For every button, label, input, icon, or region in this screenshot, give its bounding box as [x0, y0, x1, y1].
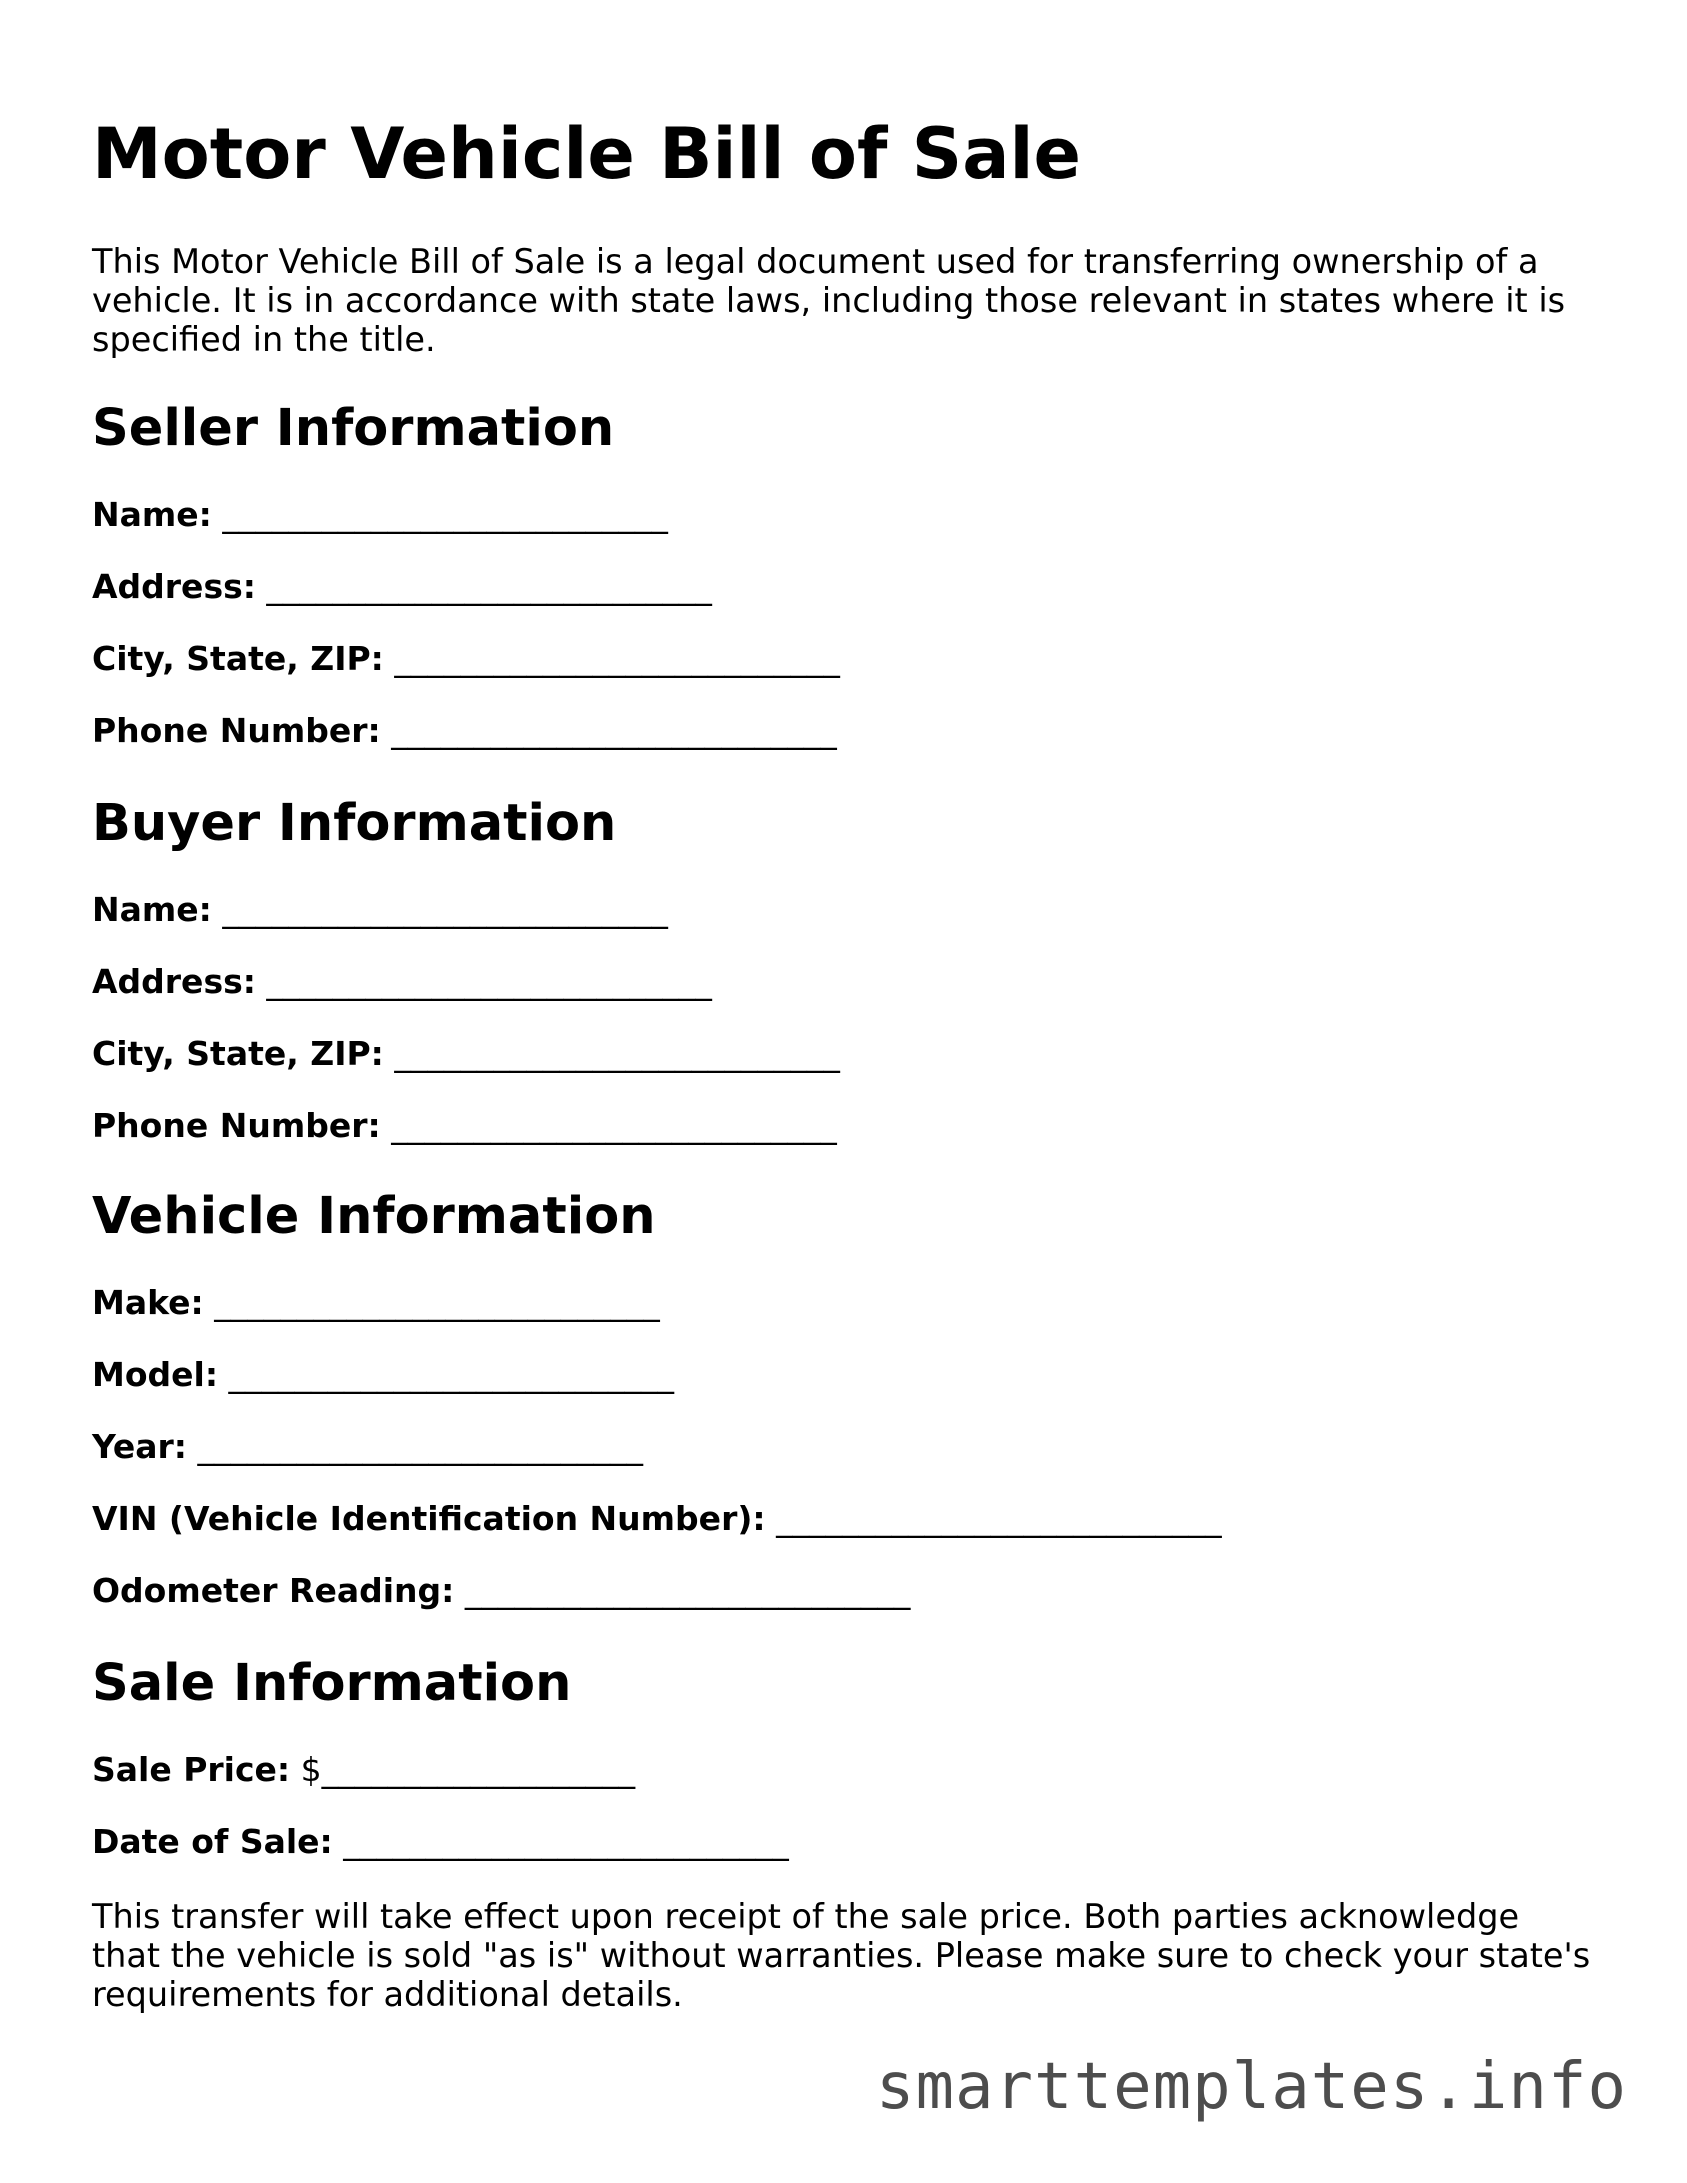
sale-date-blank[interactable]: ___________________________ — [343, 1822, 789, 1861]
watermark: smarttemplates.info — [875, 2050, 1627, 2124]
vehicle-odometer-blank[interactable]: ___________________________ — [464, 1571, 911, 1610]
buyer-address-blank[interactable]: ___________________________ — [266, 962, 712, 1001]
seller-address-blank[interactable]: ___________________________ — [266, 567, 712, 606]
vehicle-heading: Vehicle Information — [92, 1187, 656, 1246]
vehicle-vin-blank[interactable]: ___________________________ — [776, 1499, 1222, 1538]
vehicle-make-field[interactable] — [92, 1283, 660, 1323]
vehicle-year-label: Year: — [92, 1427, 187, 1466]
vehicle-make-label: Make: — [92, 1283, 204, 1322]
seller-name-label: Name: — [92, 495, 212, 534]
sale-price-label: Sale Price: — [92, 1750, 291, 1789]
buyer-address-label: Address: — [92, 962, 256, 1001]
buyer-phone-blank[interactable]: ___________________________ — [391, 1106, 837, 1145]
buyer-name-label: Name: — [92, 890, 212, 929]
seller-city-label: City, State, ZIP: — [92, 639, 384, 678]
seller-city-field[interactable] — [92, 639, 840, 679]
sale-price-field[interactable] — [92, 1750, 635, 1790]
intro-paragraph: This Motor Vehicle Bill of Sale is a legal document used for transferring ownership of a vehicle. It is in accordance with state laws, including those relevant in states where it is specified in the title. — [92, 242, 1566, 359]
vehicle-make-blank[interactable]: ___________________________ — [214, 1283, 660, 1322]
vehicle-model-label: Model: — [92, 1355, 219, 1394]
seller-phone-blank[interactable]: ___________________________ — [391, 711, 837, 750]
seller-name-blank[interactable]: ___________________________ — [222, 495, 668, 534]
sale-date-field[interactable] — [92, 1822, 789, 1862]
seller-phone-field[interactable] — [92, 711, 837, 751]
vehicle-year-blank[interactable]: ___________________________ — [197, 1427, 643, 1466]
buyer-name-blank[interactable]: ___________________________ — [222, 890, 668, 929]
seller-address-label: Address: — [92, 567, 256, 606]
buyer-city-field[interactable] — [92, 1034, 840, 1074]
seller-city-blank[interactable]: ___________________________ — [394, 639, 840, 678]
seller-address-field[interactable] — [92, 567, 712, 607]
vehicle-vin-label: VIN (Vehicle Identification Number): — [92, 1499, 766, 1538]
buyer-phone-label: Phone Number: — [92, 1106, 381, 1145]
seller-heading: Seller Information — [92, 399, 615, 458]
buyer-heading: Buyer Information — [92, 794, 617, 853]
vehicle-vin-field[interactable] — [92, 1499, 1222, 1539]
buyer-city-blank[interactable]: ___________________________ — [394, 1034, 840, 1073]
vehicle-odometer-field[interactable] — [92, 1571, 910, 1611]
buyer-name-field[interactable] — [92, 890, 668, 930]
vehicle-model-field[interactable] — [92, 1355, 674, 1395]
sale-price-blank[interactable]: ___________________ — [321, 1750, 636, 1789]
sale-date-label: Date of Sale: — [92, 1822, 333, 1861]
vehicle-model-blank[interactable]: ___________________________ — [228, 1355, 675, 1394]
buyer-city-label: City, State, ZIP: — [92, 1034, 384, 1073]
sale-price-prefix: $ — [300, 1750, 322, 1789]
document-title: Motor Vehicle Bill of Sale — [92, 113, 1081, 195]
seller-phone-label: Phone Number: — [92, 711, 381, 750]
sale-heading: Sale Information — [92, 1654, 572, 1713]
buyer-address-field[interactable] — [92, 962, 712, 1002]
buyer-phone-field[interactable] — [92, 1106, 837, 1146]
seller-name-field[interactable] — [92, 495, 668, 535]
vehicle-odometer-label: Odometer Reading: — [92, 1571, 455, 1610]
vehicle-year-field[interactable] — [92, 1427, 643, 1467]
closing-paragraph: This transfer will take effect upon receipt of the sale price. Both parties acknowledge that the vehicle is sold "as is" without warranties. Please make sure to check your state's requirements for additional details. — [92, 1897, 1591, 2014]
